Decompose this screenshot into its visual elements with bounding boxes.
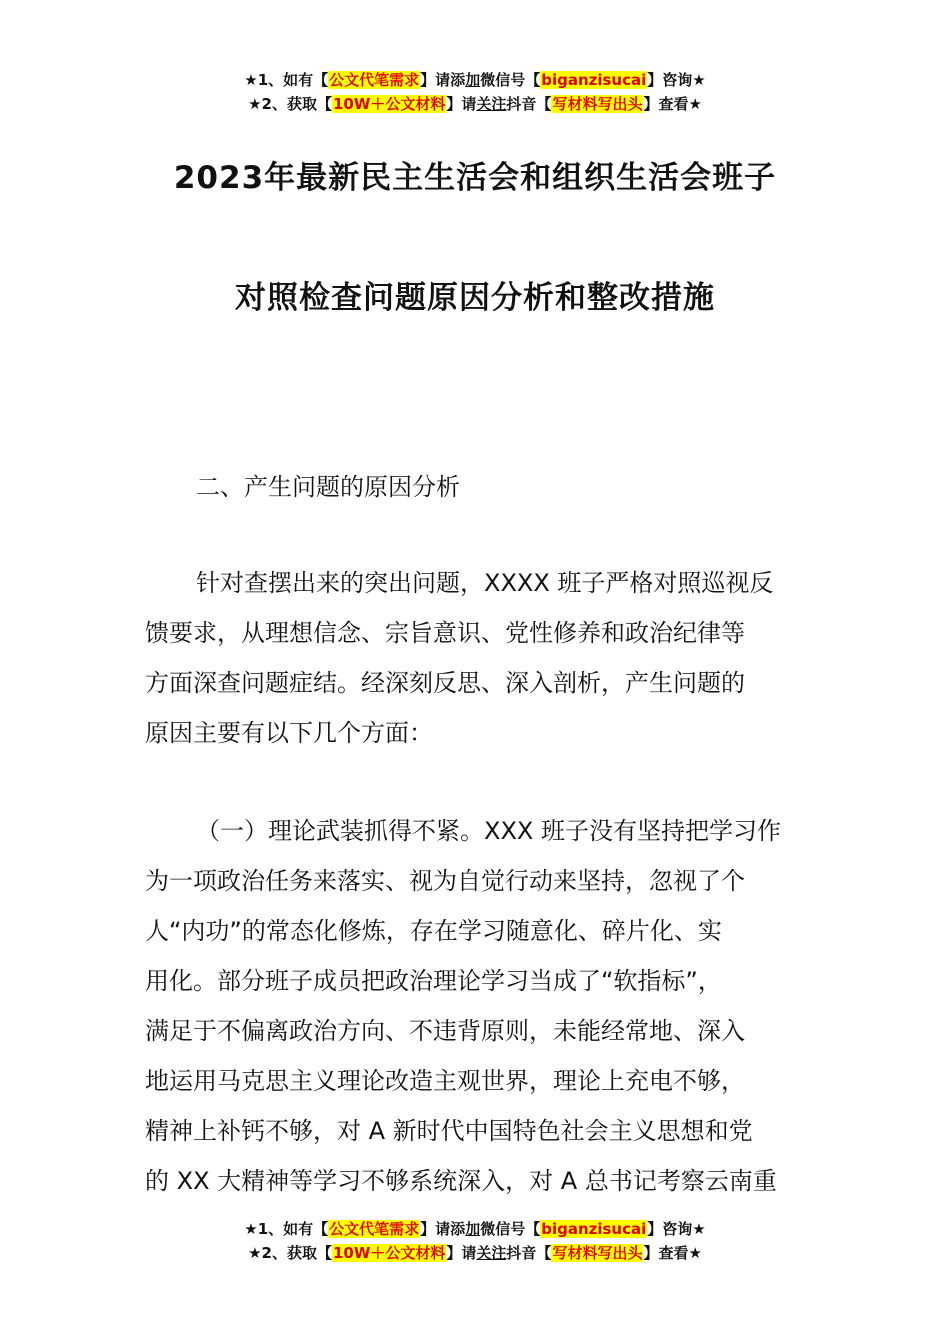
promo-highlight-materials: 10W＋公文材料	[332, 95, 446, 113]
footer-promo-banner	[0, 1217, 950, 1265]
promo-line-1: ★1、如有【公文代笔需求】请添加微信号【biganzisucai】咨询★	[244, 71, 706, 89]
document-title-line-2: 对照检查问题原因分析和整改措施	[235, 280, 715, 316]
promo-highlight-service: 公文代笔需求	[329, 1220, 420, 1238]
paragraph-line: 人“内功”的常态化修炼，存在学习随意化、碎片化、实	[145, 917, 722, 945]
paragraph-line: 精神上补钙不够，对 A 新时代中国特色社会主义思想和党	[145, 1117, 753, 1145]
promo-highlight-douyin: 写材料写出头	[552, 1244, 643, 1262]
promo-line-1: ★1、如有【公文代笔需求】请添加微信号【biganzisucai】咨询★	[244, 1220, 706, 1238]
promo-highlight-materials: 10W＋公文材料	[332, 1244, 446, 1262]
paragraph-line: 原因主要有以下几个方面：	[145, 719, 433, 747]
paragraph-line: 方面深查问题症结。经深刻反思、深入剖析，产生问题的	[145, 669, 745, 697]
promo-highlight-service: 公文代笔需求	[329, 71, 420, 89]
paragraph-line: 针对查摆出来的突出问题，XXXX 班子严格对照巡视反	[196, 569, 774, 597]
promo-highlight-wechat-id: biganzisucai	[541, 1220, 647, 1238]
body-paragraph-2	[145, 814, 807, 1214]
promo-line-2: ★2、获取【10W＋公文材料】请关注抖音【写材料写出头】查看★	[248, 1244, 702, 1262]
promo-highlight-douyin: 写材料写出头	[552, 95, 643, 113]
paragraph-line: （一）理论武装抓得不紧。XXX 班子没有坚持把学习作	[196, 817, 781, 845]
paragraph-line: 的 XX 大精神等学习不够系统深入，对 A 总书记考察云南重	[145, 1167, 777, 1195]
paragraph-line: 为一项政治任务来落实、视为自觉行动来坚持，忽视了个	[145, 867, 745, 895]
paragraph-line: 满足于不偏离政治方向、不违背原则，未能经常地、深入	[145, 1017, 745, 1045]
paragraph-line: 馈要求，从理想信念、宗旨意识、党性修养和政治纪律等	[145, 619, 745, 647]
promo-line-2: ★2、获取【10W＋公文材料】请关注抖音【写材料写出头】查看★	[248, 95, 702, 113]
document-title-line-1: 2023年最新民主生活会和组织生活会班子	[173, 160, 777, 196]
body-paragraph-1	[145, 566, 807, 766]
paragraph-line: 用化。部分班子成员把政治理论学习当成了“软指标”，	[145, 967, 722, 995]
paragraph-line: 地运用马克思主义理论改造主观世界，理论上充电不够，	[145, 1067, 745, 1095]
header-promo-banner	[0, 68, 950, 116]
promo-highlight-wechat-id: biganzisucai	[541, 71, 647, 89]
section-heading: 二、产生问题的原因分析	[196, 473, 460, 501]
